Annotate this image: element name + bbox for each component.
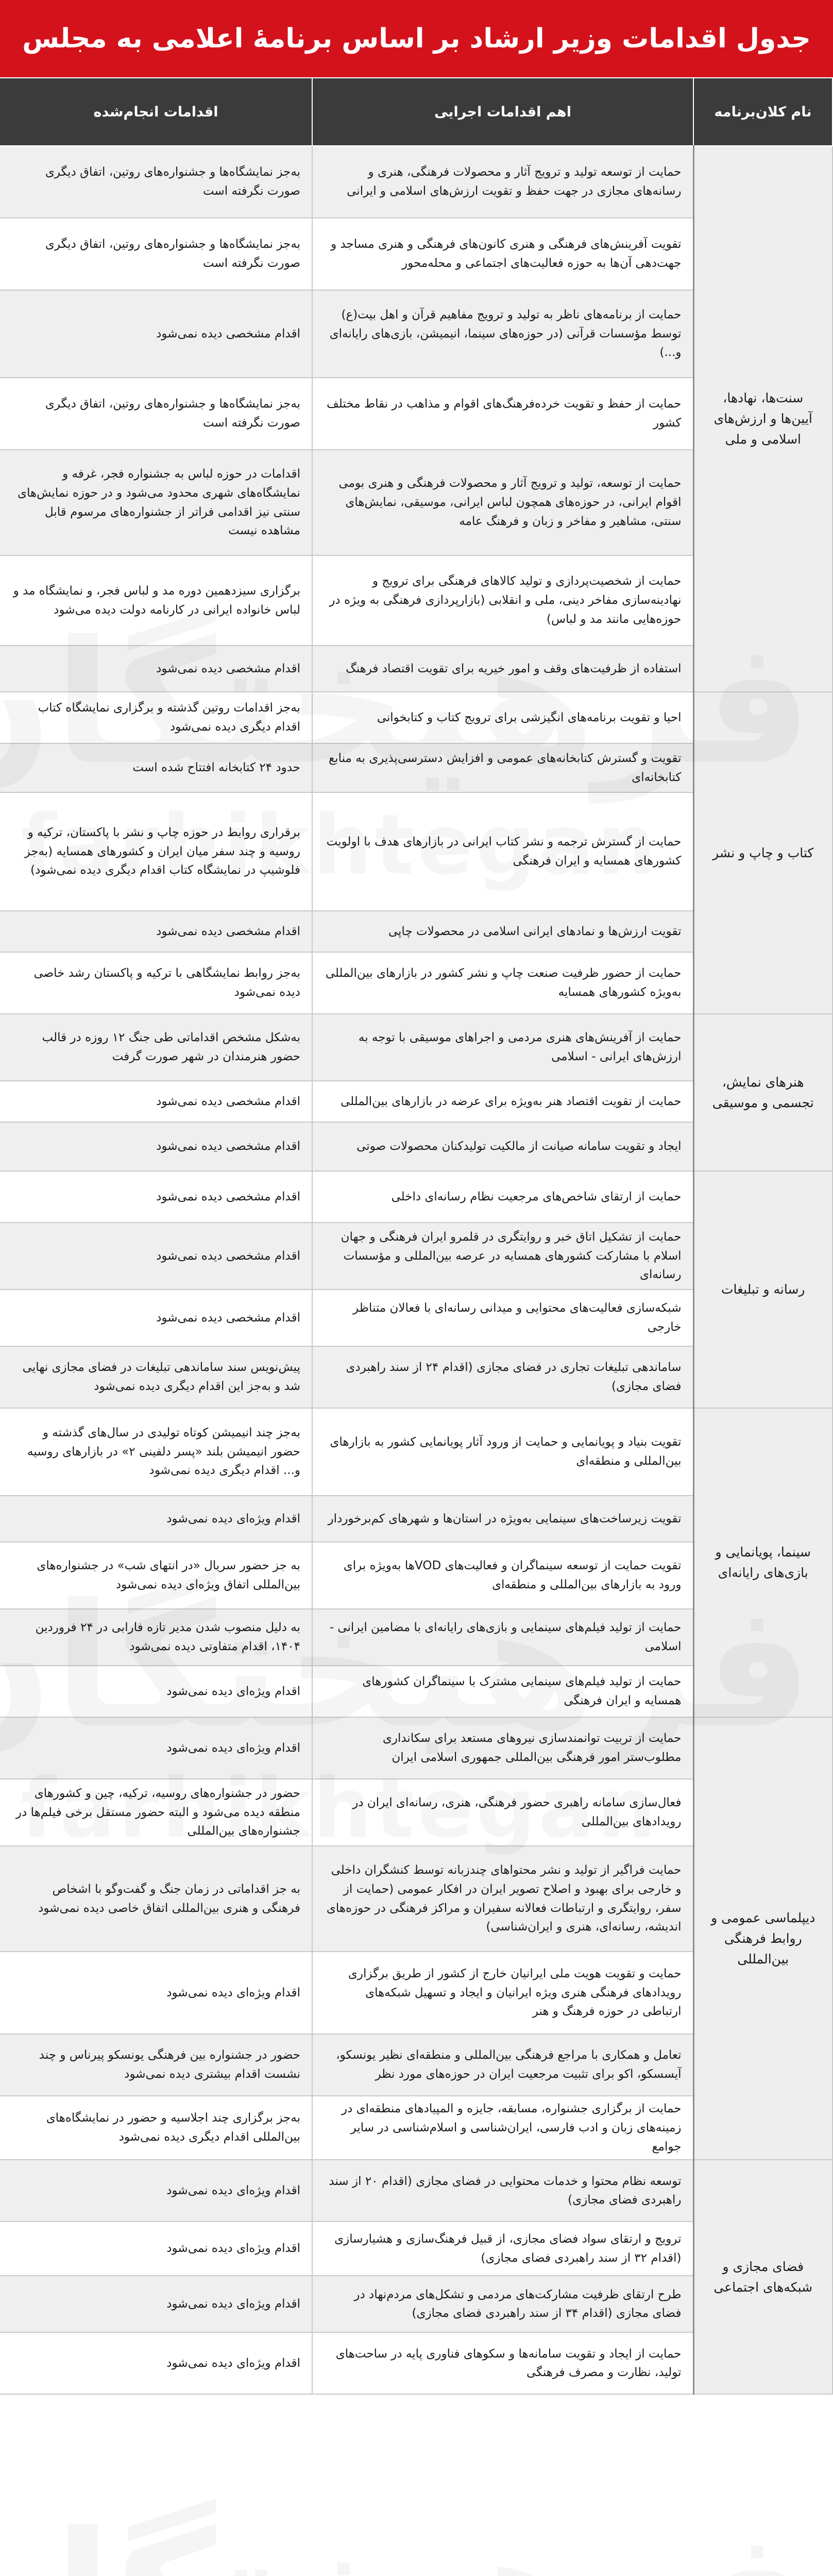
done-action-cell: به‌جز اقدامات روتین گذشته و برگزاری نمایشگاه کتاب اقدام دیگری دیده نمی‌شود	[0, 692, 312, 743]
done-action-cell: به دلیل منصوب شدن مدیر تازه فارابی در ۲۴ فروردین ۱۴۰۴، اقدام متفاوتی دیده نمی‌شود	[0, 1609, 312, 1666]
table-header-row	[0, 78, 832, 146]
executive-action-cell: حمایت از برنامه‌های ناظر به تولید و ترویج مفاهیم قرآن و اهل بیت(ع) توسط مؤسسات قرآنی (در حوزه‌های سینما، انیمیشن، بازی‌های رایانه‌ای و...)	[312, 290, 693, 378]
executive-action-cell: توسعه نظام محتوا و خدمات محتوایی در فضای مجازی (اقدام ۲۰ از سند راهبردی فضای مجازی)	[312, 2160, 693, 2222]
done-action-cell: اقدامات در حوزه لباس به جشنواره فجر، غرفه و نمایشگاه‌های شهری محدود می‌شود و در حوزه نمایش‌های سنتی نیز اقدامی فراتر از جشنواره‌های مرسوم قابل مشاهده نیست	[0, 450, 312, 555]
table-row	[0, 1171, 832, 1223]
done-action-cell: اقدام مشخصی دیده نمی‌شود	[0, 911, 312, 952]
table-row	[0, 146, 832, 218]
executive-action-cell: حمایت از شخصیت‌پردازی و تولید کالاهای فرهنگی برای ترویج و نهادینه‌سازی مفاخر دینی، ملی و انقلابی (بازارپردازی فرهنگی به ویژه در حوزه‌هایی مانند مد و لباس)	[312, 555, 693, 646]
program-name-cell: سنت‌ها، نهادها، آیین‌ها و ارزش‌های اسلامی و ملی	[693, 146, 832, 692]
table-body	[0, 146, 832, 2394]
executive-action-cell: ساماندهی تبلیغات تجاری در فضای مجازی (اقدام ۲۴ از سند راهبردی فضای مجازی)	[312, 1346, 693, 1408]
executive-action-cell: حمایت از تولید فیلم‌های سینمایی مشترک با سینماگران کشورهای همسایه و ایران فرهنگی	[312, 1666, 693, 1717]
executive-action-cell: تعامل و همکاری با مراجع فرهنگی بین‌المللی و منطقه‌ای نظیر یونسکو، آیسسکو، اکو برای تثبیت مرجعیت ایران در حوزه‌های مورد نظر	[312, 2034, 693, 2096]
table-row	[0, 1408, 832, 1496]
done-action-cell: اقدام مشخصی دیده نمی‌شود	[0, 1081, 312, 1122]
executive-action-cell: طرح ارتقای ظرفیت مشارکت‌های مردمی و تشکل‌های مردم‌نهاد در فضای مجازی (اقدام ۳۴ از سند راهبردی فضای مجازی)	[312, 2276, 693, 2332]
watermark	[0, 2499, 833, 2576]
table-row	[0, 2160, 832, 2222]
executive-action-cell: حمایت و تقویت هویت ملی ایرانیان خارج از کشور از طریق برگزاری رویدادهای فرهنگی هنری ویژه ایرانیان و ایجاد و تسهیل شبکه‌های ارتباطی در حوزه فرهنگ و هنر	[312, 1952, 693, 2034]
watermark-logo-fa	[0, 2509, 812, 2576]
done-action-cell: به‌جز نمایشگاه‌ها و جشنواره‌های روتین، اتفاق دیگری صورت نگرفته است	[0, 378, 312, 450]
done-action-cell: حضور در جشنواره بین فرهنگی یونسکو پیرناس و چند نشست اقدام بیشتری دیده نمی‌شود	[0, 2034, 312, 2096]
program-name-cell: فضای مجازی و شبکه‌های اجتماعی	[693, 2160, 832, 2394]
executive-action-cell: حمایت از گسترش ترجمه و نشر کتاب ایرانی در بازارهای هدف با اولویت کشورهای همسایه و ایران فرهنگی	[312, 792, 693, 911]
executive-action-cell: تقویت آفرینش‌های فرهنگی و هنری کانون‌های فرهنگی و هنری مساجد و جهت‌دهی آن‌ها به حوزه فعالیت‌های اجتماعی و محله‌محور	[312, 218, 693, 290]
executive-action-cell: حمایت از برگزاری جشنواره، مسابقه، جایزه و المپیادهای منطقه‌ای در زمینه‌های زبان و ادب فارسی، ایران‌شناسی و اسلام‌شناسی در سایر جوامع	[312, 2096, 693, 2160]
executive-action-cell: حمایت از ایجاد و تقویت سامانه‌ها و سکوهای فناوری پایه در ساحت‌های تولید، نظارت و مصرف فرهنگی	[312, 2332, 693, 2394]
done-action-cell: به‌جز روابط نمایشگاهی با ترکیه و پاکستان رشد خاصی دیده نمی‌شود	[0, 952, 312, 1014]
done-action-cell: حدود ۲۴ کتابخانه افتتاح شده است	[0, 743, 312, 792]
done-action-cell: اقدام ویژه‌ای دیده نمی‌شود	[0, 2332, 312, 2394]
done-action-cell: به‌جز چند انیمیشن کوتاه تولیدی در سال‌های گذشته و حضور انیمیشن بلند «پسر دلفینی ۲» در بازارهای روسیه و... اقدام دیگری دیده نمی‌شود	[0, 1408, 312, 1496]
done-action-cell: به‌جز برگزاری چند اجلاسیه و حضور در نمایشگاه‌های بین‌المللی اقدام دیگری دیده نمی‌شود	[0, 2096, 312, 2160]
done-action-cell: اقدام مشخصی دیده نمی‌شود	[0, 1171, 312, 1223]
program-name-cell: رسانه و تبلیغات	[693, 1171, 832, 1408]
done-action-cell: به جز اقداماتی در زمان جنگ و گفت‌وگو با اشخاص فرهنگی و هنری بین‌المللی اتفاق خاصی دیده نمی‌شود	[0, 1846, 312, 1952]
executive-action-cell: تقویت بنیاد و پویانمایی و حمایت از ورود آثار پویانمایی کشور به بازارهای بین‌المللی و منطقه‌ای	[312, 1408, 693, 1496]
executive-action-cell: حمایت از توسعه، تولید و ترویج آثار و محصولات فرهنگی و هنری بومی اقوام ایرانی، در حوزه‌های همچون لباس ایرانی، موسیقی، نمایش‌های سنتی، مشاهیر و مفاخر و زبان و فرهنگ عامه	[312, 450, 693, 555]
executive-action-cell: فعال‌سازی سامانه راهبری حضور فرهنگی، هنری، رسانه‌ای ایران در رویدادهای بین‌المللی	[312, 1779, 693, 1846]
executive-action-cell: حمایت از ارتقای شاخص‌های مرجعیت نظام رسانه‌ای داخلی	[312, 1171, 693, 1223]
executive-action-cell: تقویت ارزش‌ها و نمادهای ایرانی اسلامی در محصولات چاپی	[312, 911, 693, 952]
done-action-cell: اقدام ویژه‌ای دیده نمی‌شود	[0, 2276, 312, 2332]
done-action-cell: حضور در جشنواره‌های روسیه، ترکیه، چین و کشورهای منطقه دیده می‌شود و البته حضور مستقل برخی فیلم‌ها در جشنواره‌های بین‌المللی	[0, 1779, 312, 1846]
executive-action-cell: تقویت زیرساخت‌های سینمایی به‌ویژه در استان‌ها و شهرهای کم‌برخوردار	[312, 1496, 693, 1542]
header-done: اقدامات انجام‌شده	[0, 78, 312, 146]
done-action-cell: به‌جز نمایشگاه‌ها و جشنواره‌های روتین، اتفاق دیگری صورت نگرفته است	[0, 218, 312, 290]
done-action-cell: اقدام ویژه‌ای دیده نمی‌شود	[0, 1496, 312, 1542]
executive-action-cell: حمایت از تقویت اقتصاد هنر به‌ویژه برای عرضه در بازارهای بین‌المللی	[312, 1081, 693, 1122]
done-action-cell: اقدام ویژه‌ای دیده نمی‌شود	[0, 1666, 312, 1717]
done-action-cell: به‌جز نمایشگاه‌ها و جشنواره‌های روتین، اتفاق دیگری صورت نگرفته است	[0, 146, 312, 218]
executive-action-cell: ایجاد و تقویت سامانه صیانت از مالکیت تولیدکنان محصولات صوتی	[312, 1122, 693, 1171]
executive-action-cell: حمایت از تشکیل اتاق خبر و روایتگری در قلمرو ایران فرهنگی و جهان اسلام با مشارکت کشورهای همسایه در عرصه بین‌المللی و مؤسسات رسانه‌ای	[312, 1223, 693, 1290]
executive-action-cell: ترویج و ارتقای سواد فضای مجازی، از قبیل فرهنگ‌سازی و هشیارسازی (اقدام ۳۲ از سند راهبردی فضای مجازی)	[312, 2222, 693, 2276]
done-action-cell: اقدام مشخصی دیده نمی‌شود	[0, 1290, 312, 1346]
executive-action-cell: حمایت از تولید فیلم‌های سینمایی و بازی‌های رایانه‌ای با مضامین ایرانی - اسلامی	[312, 1609, 693, 1666]
done-action-cell: برگزاری سیزدهمین دوره مد و لباس فجر، و نمایشگاه مد و لباس خانواده ایرانی در کارنامه دولت دیده می‌شود	[0, 555, 312, 646]
page-title: جدول اقدامات وزیر ارشاد بر اساس برنامهٔ اعلامی به مجلس	[0, 0, 833, 77]
done-action-cell: به‌شکل مشخص اقداماتی طی جنگ ۱۲ روزه در قالب حضور هنرمندان در شهر صورت گرفت	[0, 1014, 312, 1081]
executive-action-cell: شبکه‌سازی فعالیت‌های محتوایی و میدانی رسانه‌ای با فعالان متناظر خارجی	[312, 1290, 693, 1346]
executive-action-cell: استفاده از ظرفیت‌های وقف و امور خیریه برای تقویت اقتصاد فرهنگ	[312, 646, 693, 692]
executive-action-cell: احیا و تقویت برنامه‌های انگیزشی برای ترویج کتاب و کتابخوانی	[312, 692, 693, 743]
table-row	[0, 1717, 832, 1779]
actions-table	[0, 77, 833, 2395]
executive-action-cell: حمایت فراگیر از تولید و نشر محتواهای چندزبانه توسط کنشگران داخلی و خارجی برای بهبود و اصلاح تصویر ایران در افکار عمومی (حمایت از سفر، روایتگری و ارتباطات فعالانه سفیران و مراکز فرهنگی در حوزه‌های اندیشه، رسانه‌ای، هنری و ایران‌شناسی)	[312, 1846, 693, 1952]
executive-action-cell: تقویت و گسترش کتابخانه‌های عمومی و افزایش دسترسی‌پذیری به منابع کتابخانه‌ای	[312, 743, 693, 792]
table-row	[0, 1014, 832, 1081]
program-name-cell: هنرهای نمایش، تجسمی و موسیقی	[693, 1014, 832, 1171]
done-action-cell: اقدام ویژه‌ای دیده نمی‌شود	[0, 2160, 312, 2222]
executive-action-cell: حمایت از تربیت توانمندسازی نیروهای مستعد برای سکانداری مطلوب‌ستر امور فرهنگی بین‌المللی جمهوری اسلامی ایران	[312, 1717, 693, 1779]
done-action-cell: اقدام ویژه‌ای دیده نمی‌شود	[0, 1952, 312, 2034]
program-name-cell: سینما، پویانمایی و بازی‌های رایانه‌ای	[693, 1408, 832, 1717]
done-action-cell: برقراری روابط در حوزه چاپ و نشر با پاکستان، ترکیه و روسیه و چند سفر میان ایران و کشورهای همسایه (به‌جز فلوشیپ در نمایشگاه کتاب اقدام دیگری دیده نمی‌شود)	[0, 792, 312, 911]
program-name-cell: دیپلماسی عمومی و روابط فرهنگی بین‌المللی	[693, 1717, 832, 2160]
executive-action-cell: حمایت از حفظ و تقویت خرده‌فرهنگ‌های اقوام و مذاهب در نقاط مختلف کشور	[312, 378, 693, 450]
executive-action-cell: حمایت از توسعه تولید و ترویج آثار و محصولات فرهنگی، هنری و رسانه‌های مجازی در جهت حفظ و تقویت ارزش‌های اسلامی و ایرانی	[312, 146, 693, 218]
done-action-cell: اقدام مشخصی دیده نمی‌شود	[0, 290, 312, 378]
done-action-cell: اقدام ویژه‌ای دیده نمی‌شود	[0, 2222, 312, 2276]
done-action-cell: اقدام مشخصی دیده نمی‌شود	[0, 1122, 312, 1171]
header-executive: اهم اقدامات اجرایی	[312, 78, 693, 146]
header-program: نام کلان‌برنامه	[693, 78, 832, 146]
program-name-cell: کتاب و چاپ و نشر	[693, 692, 832, 1014]
table-row	[0, 692, 832, 743]
done-action-cell: اقدام مشخصی دیده نمی‌شود	[0, 646, 312, 692]
executive-action-cell: حمایت از حضور ظرفیت صنعت چاپ و نشر کشور در بازارهای بین‌المللی به‌ویژه کشورهای همسایه	[312, 952, 693, 1014]
executive-action-cell: حمایت از آفرینش‌های هنری مردمی و اجراهای موسیقی با توجه به ارزش‌های ایرانی - اسلامی	[312, 1014, 693, 1081]
done-action-cell: پیش‌نویس سند ساماندهی تبلیغات در فضای مجازی نهایی شد و به‌جز این اقدام دیگری دیده نمی‌شود	[0, 1346, 312, 1408]
done-action-cell: اقدام ویژه‌ای دیده نمی‌شود	[0, 1717, 312, 1779]
done-action-cell: اقدام مشخصی دیده نمی‌شود	[0, 1223, 312, 1290]
done-action-cell: به جز حضور سریال «در انتهای شب» در جشنواره‌های بین‌المللی اتفاق ویژه‌ای دیده نمی‌شود	[0, 1542, 312, 1609]
executive-action-cell: تقویت حمایت از توسعه سینماگران و فعالیت‌های VODها به‌ویژه برای ورود به بازارهای بین‌المللی و منطقه‌ای	[312, 1542, 693, 1609]
